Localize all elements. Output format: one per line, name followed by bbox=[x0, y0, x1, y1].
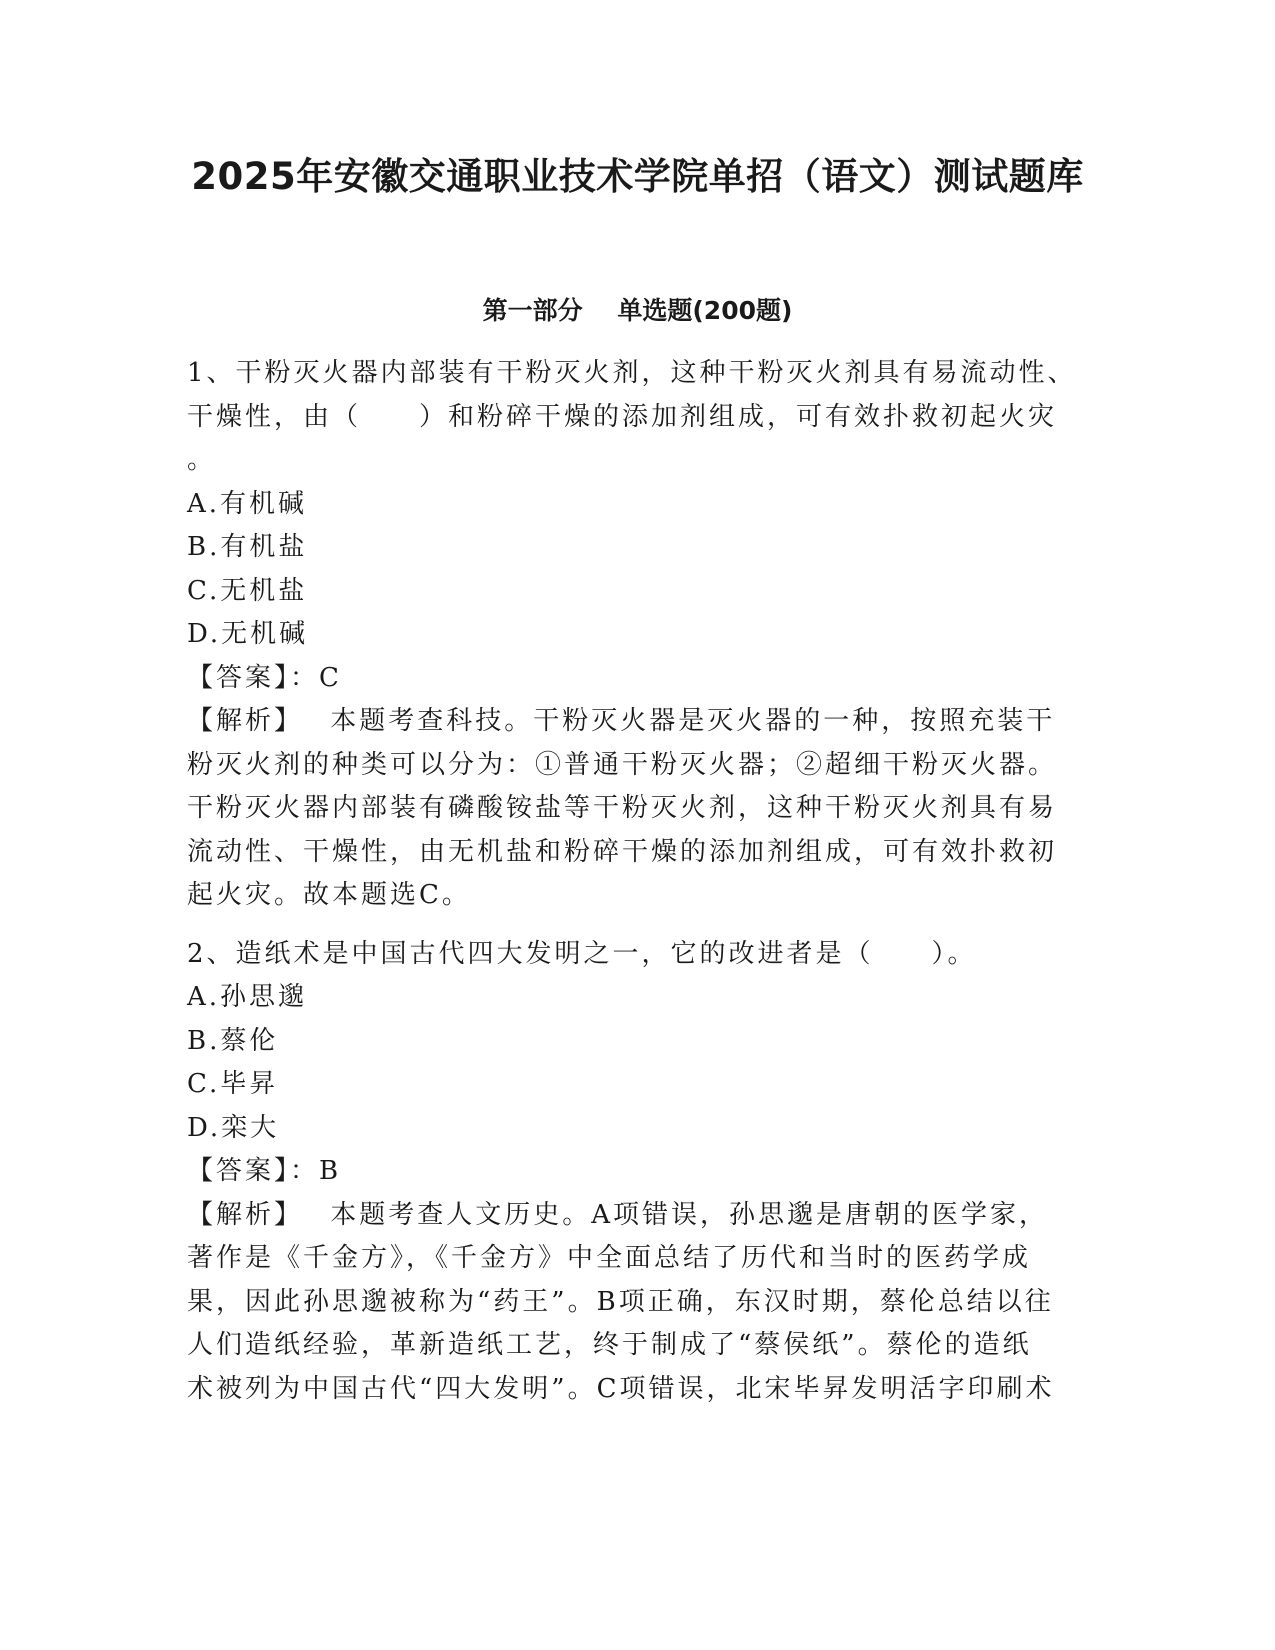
answer-option: B.蔡伦 bbox=[187, 1025, 279, 1056]
section-title: 第一部分 单选题(200题) bbox=[482, 296, 793, 325]
question-block bbox=[187, 352, 1077, 918]
question-stem-line: 。 bbox=[187, 445, 217, 475]
analysis-line: 著作是《千金方》，《千金方》中全面总结了历代和当时的医药学成 bbox=[187, 1243, 1032, 1273]
analysis-line: 粉灭火剂的种类可以分为：①普通干粉灭火器；②超细干粉灭火器。 bbox=[187, 749, 1058, 780]
analysis-line: 【解析】 本题考查科技。干粉灭火器是灭火器的一种，按照充装干 bbox=[187, 706, 1056, 736]
analysis-line: 【解析】 本题考查人文历史。A项错误，孙思邈是唐朝的医学家， bbox=[187, 1199, 1049, 1230]
question-stem-line: 2、造纸术是中国古代四大发明之一，它的改进者是（ ）。 bbox=[187, 938, 977, 969]
analysis-line: 干粉灭火器内部装有磷酸铵盐等干粉灭火剂，这种干粉灭火剂具有易 bbox=[187, 793, 1058, 823]
question-stem-line: 干燥性，由（ ）和粉碎干燥的添加剂组成，可有效扑救初起火灾 bbox=[187, 401, 1058, 432]
answer-option: A.有机碱 bbox=[187, 488, 308, 519]
analysis-line: 流动性、干燥性，由无机盐和粉碎干燥的添加剂组成，可有效扑救初 bbox=[187, 836, 1058, 867]
analysis-line: 起火灾。故本题选C。 bbox=[187, 880, 471, 910]
answer-option: C.毕昇 bbox=[187, 1069, 279, 1099]
question-spacer bbox=[187, 918, 1077, 933]
question-stem-line: 1、干粉灭火器内部装有干粉灭火剂，这种干粉灭火剂具有易流动性、 bbox=[187, 358, 1077, 388]
answer-option: A.孙思邈 bbox=[187, 982, 308, 1012]
document-title: 2025年安徽交通职业技术学院单招（语文）测试题库 bbox=[191, 155, 1084, 198]
answer-key: 【答案】：C bbox=[187, 662, 342, 693]
answer-option: D.栾大 bbox=[187, 1112, 280, 1143]
document-body bbox=[187, 352, 1077, 1411]
analysis-line: 果，因此孙思邈被称为“药王”。B项正确，东汉时期，蔡伦总结以往 bbox=[187, 1286, 1054, 1317]
question-block bbox=[187, 933, 1077, 1412]
answer-key: 【答案】：B bbox=[187, 1156, 342, 1186]
answer-option: C.无机盐 bbox=[187, 575, 308, 606]
answer-option: D.无机碱 bbox=[187, 619, 309, 649]
analysis-line: 人们造纸经验，革新造纸工艺，终于制成了“蔡侯纸”。蔡伦的造纸 bbox=[187, 1330, 1032, 1360]
answer-option: B.有机盐 bbox=[187, 532, 308, 562]
analysis-line: 术被列为中国古代“四大发明”。C项错误，北宋毕昇发明活字印刷术 bbox=[187, 1373, 1055, 1404]
